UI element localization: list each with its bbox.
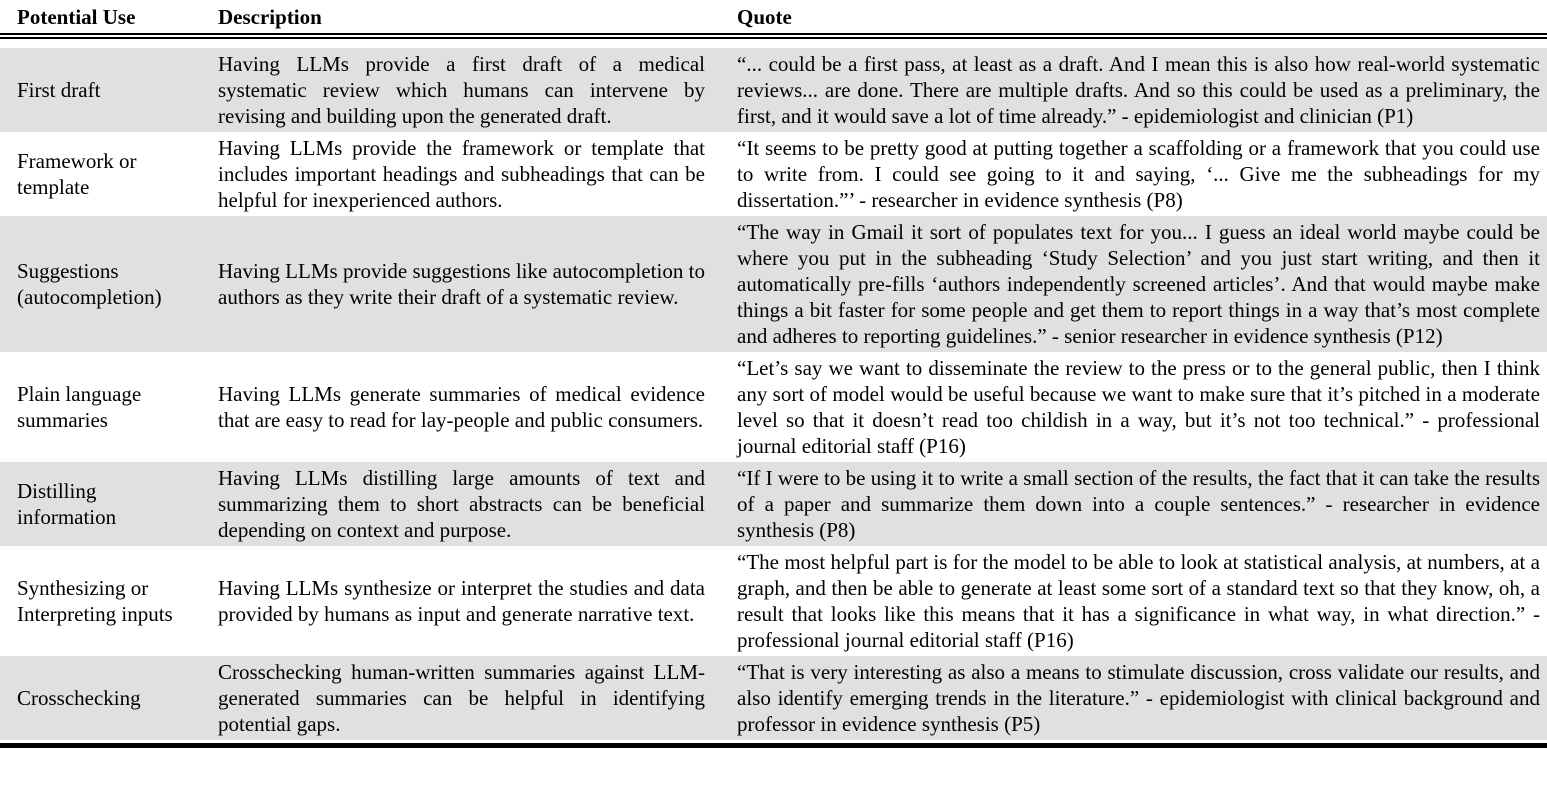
table-row xyxy=(0,352,1547,462)
description-cell: Having LLMs distilling large amounts of text and summarizing them to short abstracts can be beneficial depending on context and purpose. xyxy=(218,466,705,542)
table-row xyxy=(0,216,1547,352)
description-cell: Crosschecking human-written summaries against LLM-generated summaries can be helpful in identifying potential gaps. xyxy=(218,660,705,736)
table-row xyxy=(0,656,1547,740)
quote-cell: “That is very interesting as also a means to stimulate discussion, cross validate our results, and also identify emerging trends in the literature.” - epidemiologist with clinical background and professor in evidence synthesis (P5) xyxy=(737,660,1540,736)
column-header-quote: Quote xyxy=(737,5,792,29)
use-cell: Framework or template xyxy=(17,149,137,199)
table-header-row xyxy=(0,0,1547,33)
quote-cell: “Let’s say we want to disseminate the review to the press or to the general public, then I think any sort of model would be useful because we want to make sure that it’s pitched in a moderate level so that it doesn’t read too childish in a way, but it’s not too technical.” - professional journal editorial staff (P16) xyxy=(737,356,1540,458)
quote-cell: “The way in Gmail it sort of populates text for you... I guess an ideal world maybe could be where you put in the subheading ‘Study Selection’ and you just start writing, and then it automatically pre-fills ‘authors independently screened articles’. And that would maybe make things a bit faster for some people and get them to report things in a way that’s most complete and adheres to reporting guidelines.” - senior researcher in evidence synthesis (P12) xyxy=(737,220,1540,348)
column-header-potential-use: Potential Use xyxy=(17,5,136,29)
use-cell: Crosschecking xyxy=(17,686,141,710)
use-cell: Suggestions (autocompletion) xyxy=(17,259,162,309)
description-cell: Having LLMs synthesize or interpret the studies and data provided by humans as input and generate narrative text. xyxy=(218,576,705,626)
description-cell: Having LLMs generate summaries of medical evidence that are easy to read for lay-people and public consumers. xyxy=(218,382,705,432)
column-header-description: Description xyxy=(218,5,322,29)
description-cell: Having LLMs provide a first draft of a medical systematic review which humans can intervene by revising and building upon the generated draft. xyxy=(218,52,705,128)
use-cell: Distilling information xyxy=(17,479,117,529)
table-row xyxy=(0,546,1547,656)
quote-cell: “If I were to be using it to write a small section of the results, the fact that it can take the results of a paper and summarize them down into a couple sentences.” - researcher in evidence synthesis (P8) xyxy=(737,466,1540,542)
use-cell: Synthesizing or Interpreting inputs xyxy=(17,576,173,626)
table-row xyxy=(0,132,1547,216)
table-row xyxy=(0,462,1547,546)
quote-cell: “... could be a first pass, at least as a draft. And I mean this is also how real-world systematic reviews... are done. There are multiple drafts. And so this could be used as a preliminary, the first, and it would save a lot of time already.” - epidemiologist and clinician (P1) xyxy=(737,52,1540,128)
quote-cell: “The most helpful part is for the model to be able to look at statistical analysis, at numbers, at a graph, and then be able to generate at least some sort of a standard text so that they know, oh, a result that looks like this means that it has a significance in what way, in what direction.” - professional journal editorial staff (P16) xyxy=(737,550,1540,652)
table-row xyxy=(0,48,1547,132)
use-cell: First draft xyxy=(17,78,101,102)
header-gap xyxy=(0,39,1547,48)
description-cell: Having LLMs provide the framework or template that includes important headings and subheadings that can be helpful for inexperienced authors. xyxy=(218,136,705,212)
bottom-rule xyxy=(0,743,1547,748)
use-cell: Plain language summaries xyxy=(17,382,142,432)
quote-cell: “It seems to be pretty good at putting together a scaffolding or a framework that you could use to write from. I could see going to it and saying, ‘... Give me the subheadings for my dissertation.”’ - researcher in evidence synthesis (P8) xyxy=(737,136,1540,212)
description-cell: Having LLMs provide suggestions like autocompletion to authors as they write their draft of a systematic review. xyxy=(218,259,705,309)
